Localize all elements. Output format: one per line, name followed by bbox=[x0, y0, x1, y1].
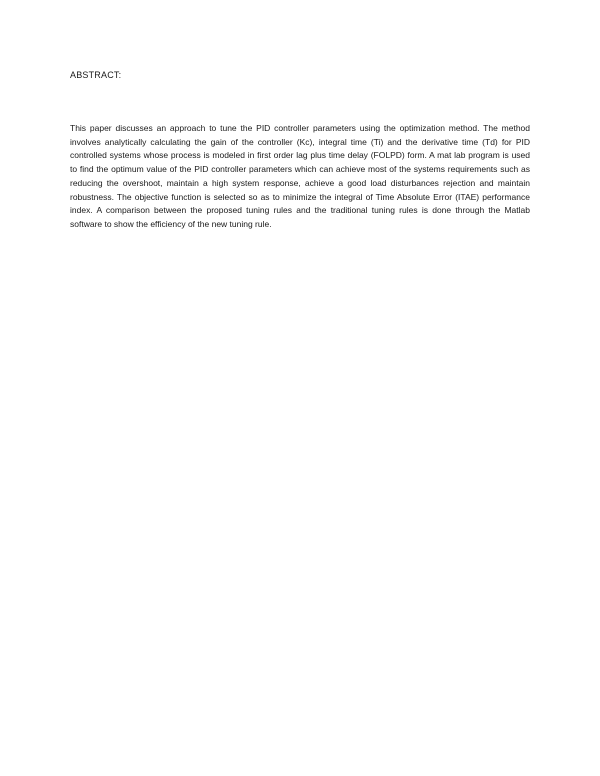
abstract-body-text: This paper discusses an approach to tune the PID controller parameters using the optimization method. The method involves analytically calculating the gain of the controller (Kc), integral time (Ti) and the derivative time (Td) for PID controlled systems whose process is modeled in first order lag plus time delay (FOLPD) form. A mat lab program is used to find the optimum value of the PID controller parameters which can achieve most of the systems requirements such as reducing the overshoot, maintain a high system response, achieve a good load disturbances rejection and maintain robustness. The objective function is selected so as to minimize the integral of Time Absolute Error (ITAE) performance index. A comparison between the proposed tuning rules and the traditional tuning rules is done through the Matlab software to show the efficiency of the new tuning rule. bbox=[70, 123, 530, 229]
abstract-heading: ABSTRACT: bbox=[70, 70, 122, 80]
